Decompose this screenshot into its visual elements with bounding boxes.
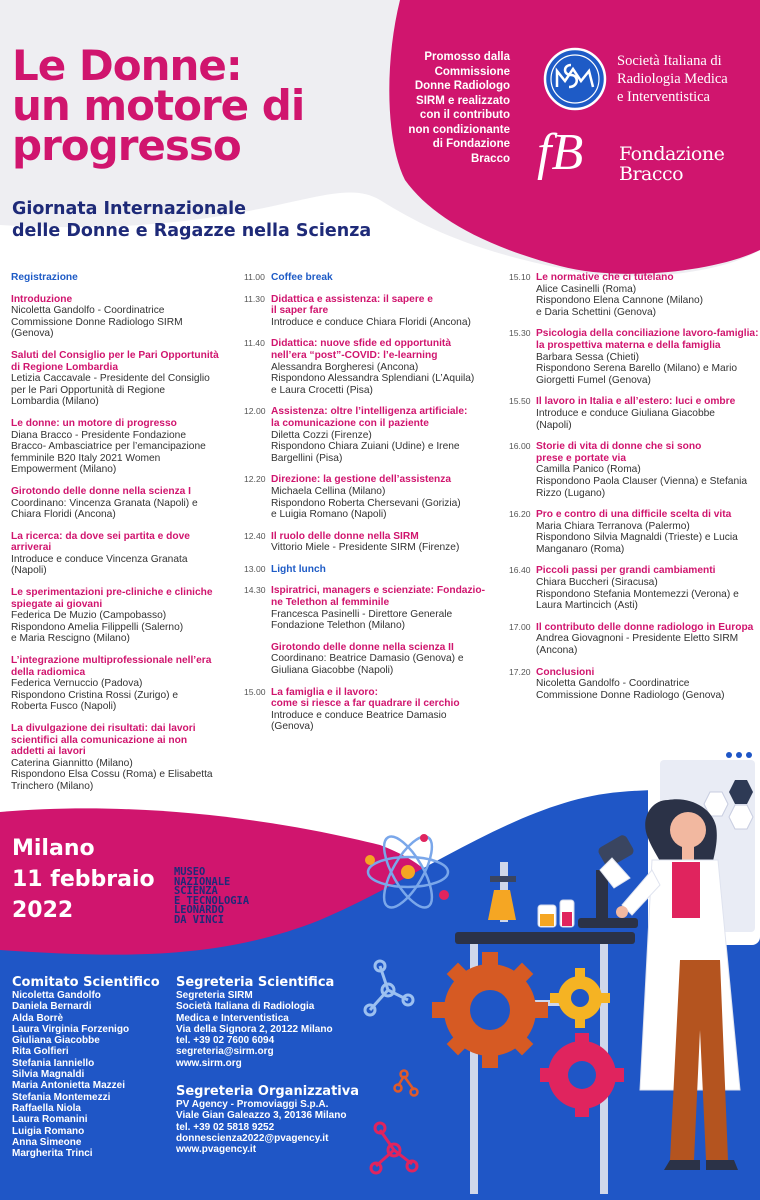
promo-line: Commissione: [434, 65, 510, 78]
fondazione-bracco-logo: fB: [537, 124, 584, 181]
session-speakers: femminile B20 Italy 2021 Women: [11, 452, 161, 464]
committee-member: Anna Simeone: [12, 1136, 82, 1148]
session-title: Conclusioni: [536, 666, 595, 678]
subtitle-line: delle Donne e Ragazze nella Scienza: [12, 221, 372, 241]
session-speakers: Camilla Panico (Roma): [536, 464, 641, 476]
session-speakers: (Genova): [11, 328, 54, 340]
session-speakers: Rizzo (Lugano): [536, 487, 606, 499]
session-title: Le normative che ci tutelano: [536, 272, 674, 283]
session-title: Le donne: un motore di progresso: [11, 417, 177, 429]
atom-icon: [365, 830, 449, 914]
session-speakers: Nicoletta Gandolfo - Coordinatrice: [536, 678, 690, 690]
session-speakers: Michaela Cellina (Milano): [271, 485, 386, 497]
lab-table-icon: [455, 932, 635, 944]
session-title: Ispiratrici, managers e scienziate: Fondazio-: [271, 585, 486, 597]
session-title: Didattica e assistenza: il sapere e: [271, 293, 433, 305]
session-time: 17.20: [509, 666, 531, 677]
session-speakers: Rispondono Cristina Rossi (Zurigo) e: [11, 689, 179, 701]
session-speakers: (Napoli): [536, 419, 572, 431]
session-speakers: Rispondono Stefania Montemezzi (Verona) e: [536, 588, 739, 600]
event-city: Milano: [12, 836, 95, 861]
title-line: un motore di: [12, 81, 305, 130]
segreteria-organizzativa-line: Viale Gian Galeazzo 3, 20136 Milano: [176, 1110, 347, 1122]
session-title: di Regione Lombardia: [11, 361, 118, 373]
session-speakers: e Maria Rescigno (Milano): [11, 633, 130, 645]
fb-line: Bracco: [619, 163, 684, 185]
committee-member: Stefania Ianniello: [12, 1057, 95, 1069]
session-speakers: Maria Chiara Terranova (Palermo): [536, 520, 690, 532]
segreteria-scientifica-line: Segreteria SIRM: [176, 990, 253, 1001]
promo-line: non condizionante: [408, 123, 510, 136]
session-title: Girotondo delle donne nella scienza I: [11, 485, 192, 497]
segreteria-organizzativa-line: donnescienza2022@pvagency.it: [176, 1132, 329, 1144]
session-speakers: e Laura Crocetti (Pisa): [271, 384, 373, 396]
session-speakers: Fondazione Telethon (Milano): [271, 620, 406, 632]
session-speakers: Francesca Pasinelli - Direttore Generale: [271, 608, 453, 620]
session-time: 12.40: [244, 530, 266, 541]
session-title: La famiglia e il lavoro:: [271, 686, 378, 698]
session-time: 13.00: [244, 563, 266, 574]
session-speakers: Coordinano: Vincenza Granata (Napoli) e: [11, 497, 198, 509]
segreteria-scientifica-line: www.sirm.org: [176, 1057, 242, 1069]
session-title: scientifici alla comunicazione ai non: [11, 734, 188, 746]
session-speakers: Nicoletta Gandolfo - Coordinatrice: [11, 305, 165, 317]
session-time: 16.00: [509, 441, 531, 452]
session-title: L’integrazione multiprofessionale nell’era: [11, 655, 212, 667]
segreteria-scientifica-line: Società Italiana di Radiologia: [176, 1001, 315, 1013]
session-title: ne Telethon al femminile: [271, 597, 390, 609]
segreteria-organizzativa-line: PV Agency - Promoviaggi S.p.A.: [176, 1099, 329, 1110]
session-time: 11.40: [244, 338, 265, 349]
session-title: della radiomica: [11, 666, 86, 678]
session-speakers: Vittorio Miele - Presidente SIRM (Firenze): [271, 542, 460, 554]
session-time: 15.50: [509, 396, 531, 407]
session-speakers: Rispondono Elena Cannone (Milano): [536, 295, 704, 307]
session-title: Coffee break: [271, 272, 333, 283]
session-title: Il lavoro in Italia e all’estero: luci e ombre: [536, 396, 736, 408]
session-title: La ricerca: da dove sei partita e dove: [11, 530, 190, 542]
session-time: 11.00: [244, 272, 265, 282]
session-title: Pro e contro di una difficile scelta di vita: [536, 509, 732, 521]
segreteria-scientifica-line: segreteria@sirm.org: [176, 1046, 274, 1058]
title-line: Le Donne:: [12, 41, 242, 90]
molecule-icon: [365, 961, 413, 1015]
promo-line: Donne Radiologo: [414, 80, 510, 92]
session-title: spiegate ai giovani: [11, 598, 103, 610]
session-speakers: e Luigia Romano (Napoli): [271, 509, 387, 521]
session-title: Assistenza: oltre l’intelligenza artificiale:: [271, 406, 468, 418]
session-speakers: Roberta Fusco (Napoli): [11, 701, 117, 713]
event-year: 2022: [12, 898, 74, 923]
session-speakers: Bracco- Ambasciatrice per l’emancipazione: [11, 441, 206, 453]
promo-line: SIRM e realizzato: [416, 94, 510, 107]
session-speakers: Bargellini (Pisa): [271, 452, 343, 464]
event-date: 11 febbraio: [12, 867, 155, 892]
committee-member: Nicoletta Gandolfo: [12, 990, 101, 1001]
session-speakers: Commissione Donne Radiologo (Genova): [536, 689, 725, 701]
session-title: La divulgazione dei risultati: dai lavori: [11, 723, 196, 734]
venue-line: SCIENZA: [174, 885, 218, 898]
session-speakers: Barbara Sessa (Chieti): [536, 351, 640, 363]
session-time: 12.20: [244, 474, 266, 485]
session-speakers: Diletta Cozzi (Firenze): [271, 429, 372, 441]
session-speakers: e Daria Schettini (Genova): [536, 306, 657, 318]
session-speakers: Introduce e conduce Chiara Floridi (Ancona): [271, 316, 471, 328]
session-speakers: Rispondono Silvia Magnaldi (Trieste) e Lucia: [536, 532, 738, 544]
session-speakers: (Napoli): [11, 565, 47, 577]
sirm-line: Società Italiana di: [617, 53, 722, 69]
session-time: 14.30: [244, 585, 266, 596]
committee-member: Stefania Montemezzi: [12, 1091, 111, 1103]
session-time: 12.00: [244, 406, 266, 417]
session-time: 15.00: [244, 686, 266, 697]
session-speakers: Laura Martincich (Asti): [536, 600, 638, 612]
molecule-red-icon: [371, 1123, 417, 1173]
segreteria-organizzativa-heading: Segreteria Organizzativa: [176, 1084, 359, 1099]
session-title: Didattica: nuove sfide ed opportunità: [271, 338, 451, 350]
session-title: prese e portate via: [536, 452, 627, 464]
segreteria-scientifica-line: Via della Signora 2, 20122 Milano: [176, 1023, 333, 1035]
session-speakers: Federica De Muzio (Campobasso): [11, 610, 167, 622]
session-speakers: Federica Vernuccio (Padova): [11, 678, 143, 690]
committee-member: Laura Virginia Forzenigo: [12, 1023, 130, 1035]
session-speakers: Rispondono Amelia Filippelli (Salerno): [11, 621, 184, 633]
session-speakers: Rispondono Elsa Cossu (Roma) e Elisabetta: [11, 769, 213, 781]
session-title: arriverai: [11, 542, 52, 554]
venue-line: DA VINCI: [174, 913, 225, 926]
fb-line: Fondazione: [619, 143, 725, 165]
session-title: come si riesce a far quadrare il cerchio: [271, 698, 460, 710]
committee-member: Silvia Magnaldi: [12, 1069, 85, 1081]
session-title: Direzione: la gestione dell’assistenza: [271, 474, 452, 486]
session-speakers: Rispondono Roberta Chersevani (Gorizia): [271, 497, 461, 509]
promo-line: di Fondazione: [432, 138, 510, 150]
committee-member: Alda Borrè: [12, 1012, 64, 1024]
session-speakers: Introduce e conduce Giuliana Giacobbe: [536, 407, 715, 419]
session-title: Light lunch: [271, 563, 326, 575]
promo-line: con il contributo: [419, 109, 510, 121]
promo-line: Promosso dalla: [424, 51, 510, 63]
session-title: addetti ai lavori: [11, 746, 86, 758]
session-speakers: Commissione Donne Radiologo SIRM: [11, 316, 183, 328]
session-speakers: per le Pari Opportunità di Regione: [11, 384, 166, 396]
session-title: Piccoli passi per grandi cambiamenti: [536, 565, 716, 577]
session-time: 17.00: [509, 621, 531, 632]
session-speakers: Giuliana Giacobbe (Napoli): [271, 665, 394, 677]
session-speakers: Rispondono Paola Clauser (Vienna) e Stefania: [536, 475, 748, 487]
session-title: Saluti del Consiglio per le Pari Opportunità: [11, 349, 219, 361]
comitato-heading: Comitato Scientifico: [12, 975, 160, 990]
session-speakers: Empowerment (Milano): [11, 464, 117, 476]
session-speakers: Rispondono Serena Barello (Milano) e Mario: [536, 363, 738, 375]
committee-member: Raffaella Niola: [12, 1102, 81, 1114]
committee-member: Daniela Bernardi: [12, 1001, 92, 1013]
session-title: Psicologia della conciliazione lavoro-famiglia:: [536, 328, 759, 340]
session-speakers: Lombardia (Milano): [11, 396, 99, 408]
session-speakers: Chiara Floridi (Ancona): [11, 509, 116, 521]
session-speakers: Caterina Giannitto (Milano): [11, 757, 133, 769]
session-title: il saper fare: [271, 305, 329, 317]
session-time: 16.20: [509, 509, 531, 520]
session-speakers: (Genova): [271, 721, 314, 733]
segreteria-organizzativa-line: www.pvagency.it: [176, 1144, 257, 1156]
session-time: 15.10: [509, 272, 531, 282]
venue-line: NAZIONALE: [174, 875, 231, 888]
segreteria-scientifica-line: tel. +39 02 7600 6094: [176, 1035, 275, 1047]
session-title: Registrazione: [11, 272, 78, 283]
promo-line: Bracco: [471, 152, 510, 165]
session-speakers: Coordinano: Beatrice Damasio (Genova) e: [271, 653, 464, 665]
session-speakers: Giorgetti Fumel (Genova): [536, 374, 651, 386]
committee-member: Margherita Trinci: [12, 1148, 93, 1160]
session-speakers: Rispondono Chiara Zuiani (Udine) e Irene: [271, 441, 460, 453]
session-speakers: Manganaro (Roma): [536, 543, 625, 555]
sirm-line: e Interventistica: [617, 89, 710, 105]
session-title: la comunicazione con il paziente: [271, 417, 429, 429]
session-speakers: Introduce e conduce Vincenza Granata: [11, 553, 188, 565]
small-molecule-icon: [395, 1071, 418, 1096]
session-title: la prospettiva materna e della famiglia: [536, 339, 721, 351]
sirm-line: Radiologia Medica: [617, 71, 728, 87]
session-speakers: Chiara Buccheri (Siracusa): [536, 577, 658, 589]
session-title: Storie di vita di donne che si sono: [536, 441, 702, 453]
segreteria-scientifica-heading: Segreteria Scientifica: [176, 975, 335, 990]
session-speakers: Alice Casinelli (Roma): [536, 283, 637, 295]
session-title: Le sperimentazioni pre-cliniche e cliniche: [11, 587, 213, 599]
session-speakers: Letizia Caccavale - Presidente del Consiglio: [11, 373, 210, 385]
session-title: Il ruolo delle donne nella SIRM: [271, 530, 419, 542]
segreteria-scientifica-line: Medica e Interventistica: [176, 1012, 289, 1024]
session-speakers: Introduce e conduce Beatrice Damasio: [271, 709, 447, 721]
session-time: 11.30: [244, 293, 265, 304]
venue-line: MUSEO: [174, 866, 206, 878]
gear-red-icon: [540, 1033, 624, 1117]
committee-member: Luigia Romano: [12, 1125, 85, 1137]
venue-line: E TECNOLOGIA: [174, 894, 250, 907]
title-line: progresso: [12, 121, 241, 170]
session-time: 16.40: [509, 565, 531, 576]
session-speakers: Alessandra Borgheresi (Ancona): [271, 361, 419, 373]
gear-orange-icon: [432, 952, 548, 1068]
session-title: Introduzione: [11, 293, 73, 305]
committee-member: Maria Antonietta Mazzei: [12, 1080, 125, 1092]
session-speakers: Trinchero (Milano): [11, 780, 94, 792]
committee-member: Rita Golfieri: [12, 1046, 69, 1058]
session-time: 15.30: [509, 328, 531, 339]
session-title: Girotondo delle donne nella scienza II: [271, 641, 454, 653]
venue-line: LEONARDO: [174, 904, 225, 917]
session-speakers: Diana Bracco - Presidente Fondazione: [11, 429, 186, 441]
flask-icon: [488, 862, 574, 927]
segreteria-organizzativa-line: tel. +39 02 5818 9252: [176, 1121, 275, 1133]
committee-member: Laura Romanini: [12, 1114, 88, 1126]
session-speakers: Rispondono Alessandra Splendiani (L’Aquila): [271, 373, 475, 385]
subtitle-line: Giornata Internazionale: [12, 199, 246, 219]
session-title: Il contributo delle donne radiologo in Europa: [536, 621, 754, 633]
session-speakers: (Ancona): [536, 645, 578, 657]
committee-member: Giuliana Giacobbe: [12, 1035, 100, 1047]
session-title: nell’era “post”-COVID: l’e-learning: [271, 349, 438, 361]
session-speakers: Andrea Giovagnoni - Presidente Eletto SIRM: [536, 633, 739, 645]
